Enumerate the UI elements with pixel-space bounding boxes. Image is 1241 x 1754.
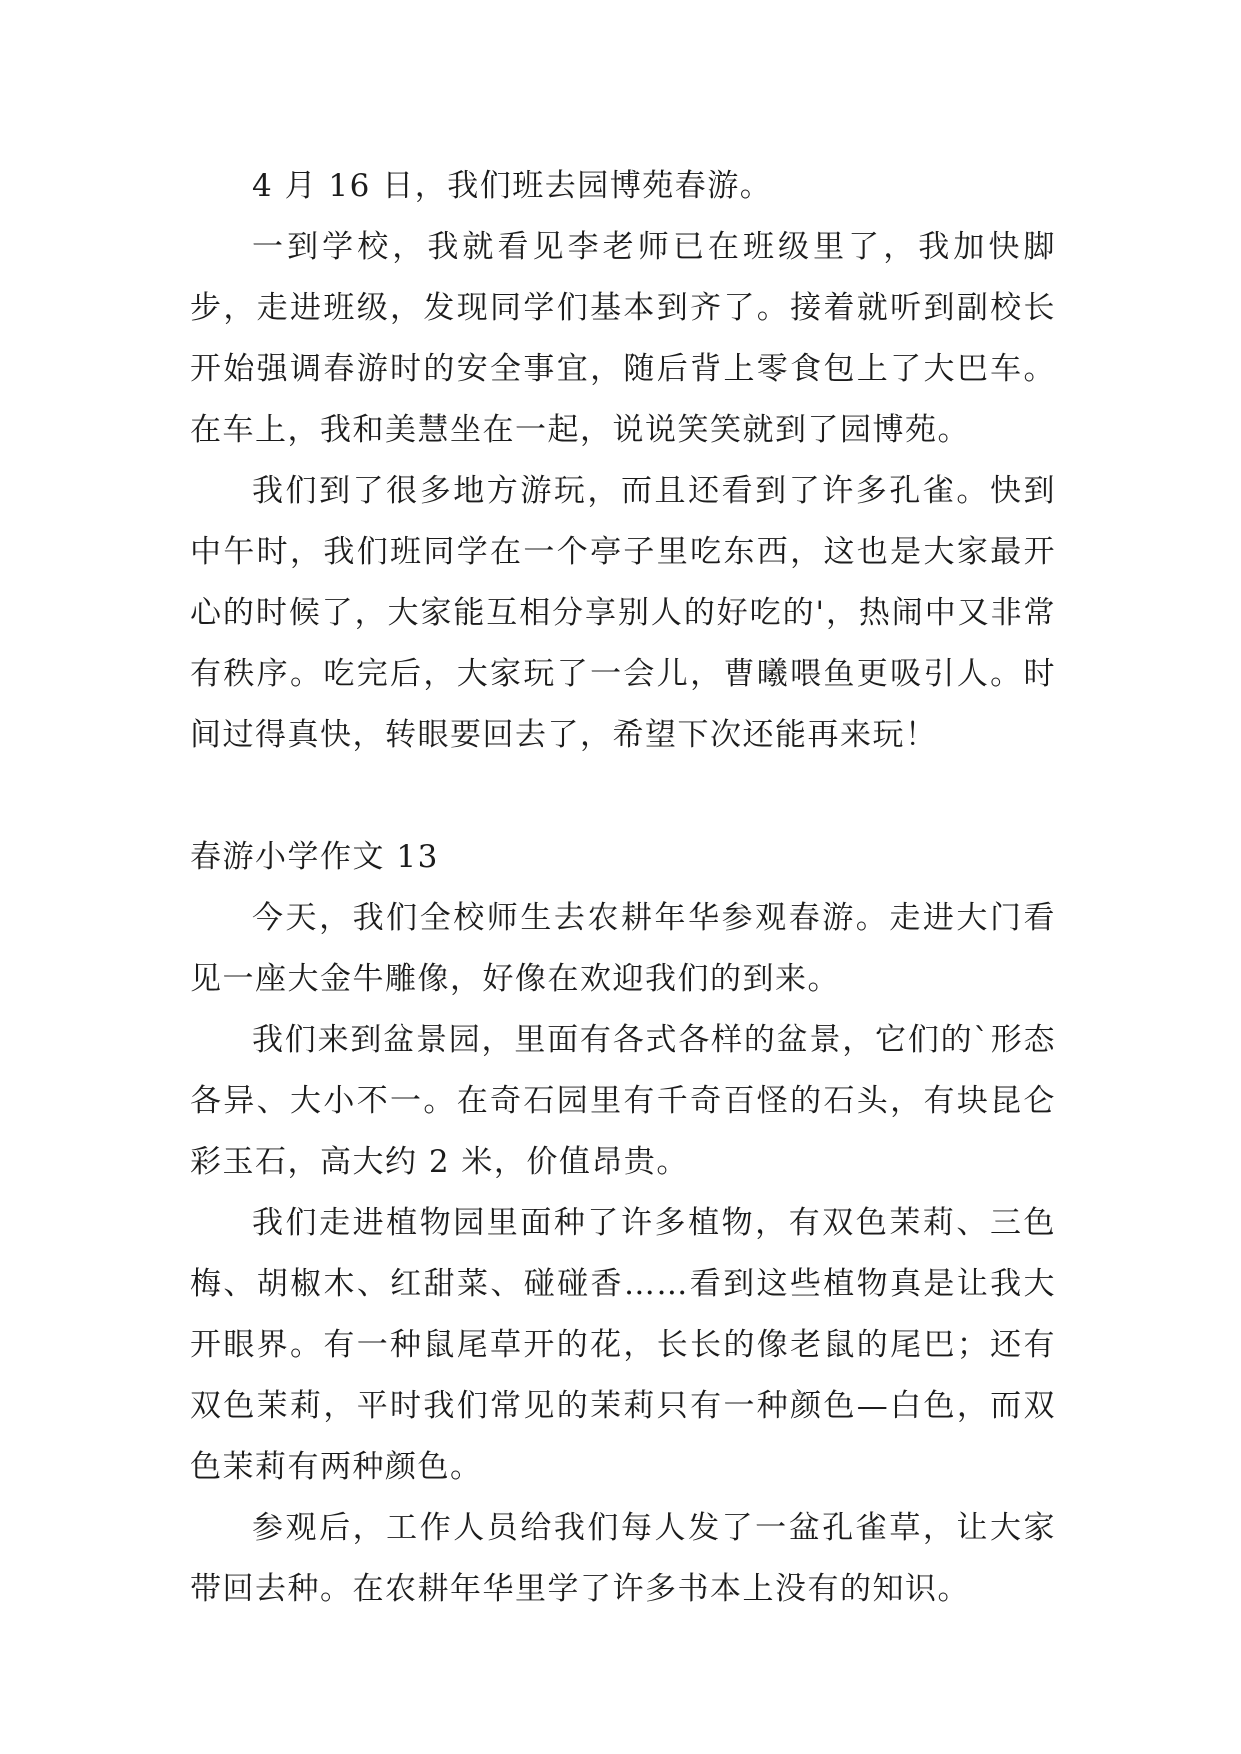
- paragraph-bonsai-garden: 我们来到盆景园，里面有各式各样的盆景，它们的`形态各异、大小不一。在奇石园里有千奇百怪的石头，有块昆仑彩玉石，高大约 2 米，价值昂贵。: [190, 1022, 1056, 1180]
- paragraph-arrival-at-school: 一到学校，我就看见李老师已在班级里了，我加快脚步，走进班级，发现同学们基本到齐了。接着就听到副校长开始强调春游时的安全事宜，随后背上零食包上了大巴车。在车上，我和美慧坐在一起，说说笑笑就到了园博苑。: [190, 229, 1056, 448]
- paragraph-trip-date: 4 月 16 日，我们班去园博苑春游。: [252, 168, 773, 204]
- paragraph-botanical-garden: 我们走进植物园里面种了许多植物，有双色茉莉、三色梅、胡椒木、红甜菜、碰碰香……看到这些植物真是让我大开眼界。有一种鼠尾草开的花，长长的像老鼠的尾巴；还有双色茉莉，平时我们常见的茉莉只有一种颜色—白色，而双色茉莉有两种颜色。: [190, 1205, 1056, 1485]
- paragraph-entrance: 今天，我们全校师生去农耕年华参观春游。走进大门看见一座大金牛雕像，好像在欢迎我们的到来。: [190, 900, 1056, 997]
- paragraph-conclusion: 参观后，工作人员给我们每人发了一盆孔雀草，让大家带回去种。在农耕年华里学了许多书本上没有的知识。: [190, 1510, 1056, 1607]
- document-body: [190, 156, 1056, 1620]
- paragraph-park-activities: 我们到了很多地方游玩，而且还看到了许多孔雀。快到中午时，我们班同学在一个亭子里吃东西，这也是大家最开心的时候了，大家能互相分享别人的好吃的'，热闹中又非常有秩序。吃完后，大家玩了一会儿，曹曦喂鱼更吸引人。时间过得真快，转眼要回去了，希望下次还能再来玩！: [190, 473, 1056, 753]
- essay-title: 春游小学作文 13: [190, 839, 439, 875]
